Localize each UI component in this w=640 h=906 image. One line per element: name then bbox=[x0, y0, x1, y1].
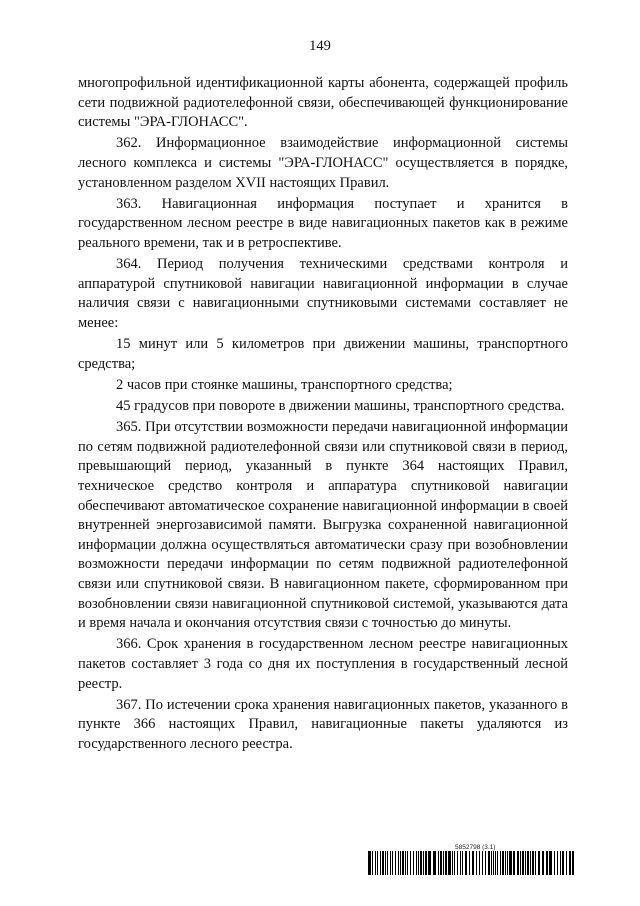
paragraph-366: 366. Срок хранения в государственном лесном реестре навигационных пакетов составляет 3 года со дня их поступления в государственный лесной реестр. bbox=[78, 636, 568, 692]
paragraph-362: 362. Информационное взаимодействие информационной системы лесного комплекса и системы "ЭРА-ГЛОНАСС" осуществляется в порядке, установленном разделом XVII настоящих Правил. bbox=[78, 135, 568, 191]
barcode-icon bbox=[368, 851, 576, 875]
page-number: 149 bbox=[309, 38, 331, 54]
body-text bbox=[78, 74, 568, 756]
paragraph-364-item-3: 45 градусов при повороте в движении машины, транспортного средства. bbox=[116, 398, 565, 415]
paragraph-364-item-1: 15 минут или 5 километров при движении машины, транспортного средства; bbox=[78, 336, 568, 372]
paragraph-364: 364. Период получения техническими средствами контроля и аппаратурой спутниковой навигации навигационной информации в случае наличия связи с навигационными спутниковыми системами составляет не менее: bbox=[78, 256, 568, 331]
paragraph-365: 365. При отсутствии возможности передачи навигационной информации по сетям подвижной радиотелефонной связи или спутниковой связи в период, превышающий период, указанный в пункте 364 настоящих Правил, техническое средство контроля и аппаратура спутниковой навигации обеспечивают автоматическое сохранение навигационной информации в своей внутренней энергозависимой памяти. Выгрузка сохраненной навигационной информации должна осуществляться автоматически сразу при возобновлении возможности передачи информации по сетям подвижной радиотелефонной связи или спутниковой связи. В навигационном пакете, сформированном при возобновлении связи навигационной спутниковой системой, указываются дата и время начала и окончания отсутствия связи с точностью до минуты. bbox=[78, 419, 568, 632]
paragraph-364-item-2: 2 часов при стоянке машины, транспортного средства; bbox=[116, 376, 453, 393]
barcode-number: 5852798 (3.1) bbox=[455, 844, 496, 851]
paragraph-367: 367. По истечении срока хранения навигационных пакетов, указанного в пункте 366 настоящих Правил, навигационные пакеты удаляются из государственного лесного реестра. bbox=[78, 696, 568, 752]
paragraph-363: 363. Навигационная информация поступает и хранится в государственном лесном реестре в виде навигационных пакетов как в режиме реального времени, так и в ретроспективе. bbox=[78, 195, 568, 251]
paragraph-continuation: многопрофильной идентификационной карты абонента, содержащей профиль сети подвижной радиотелефонной связи, обеспечивающей функционирование системы "ЭРА-ГЛОНАСС". bbox=[78, 75, 568, 131]
